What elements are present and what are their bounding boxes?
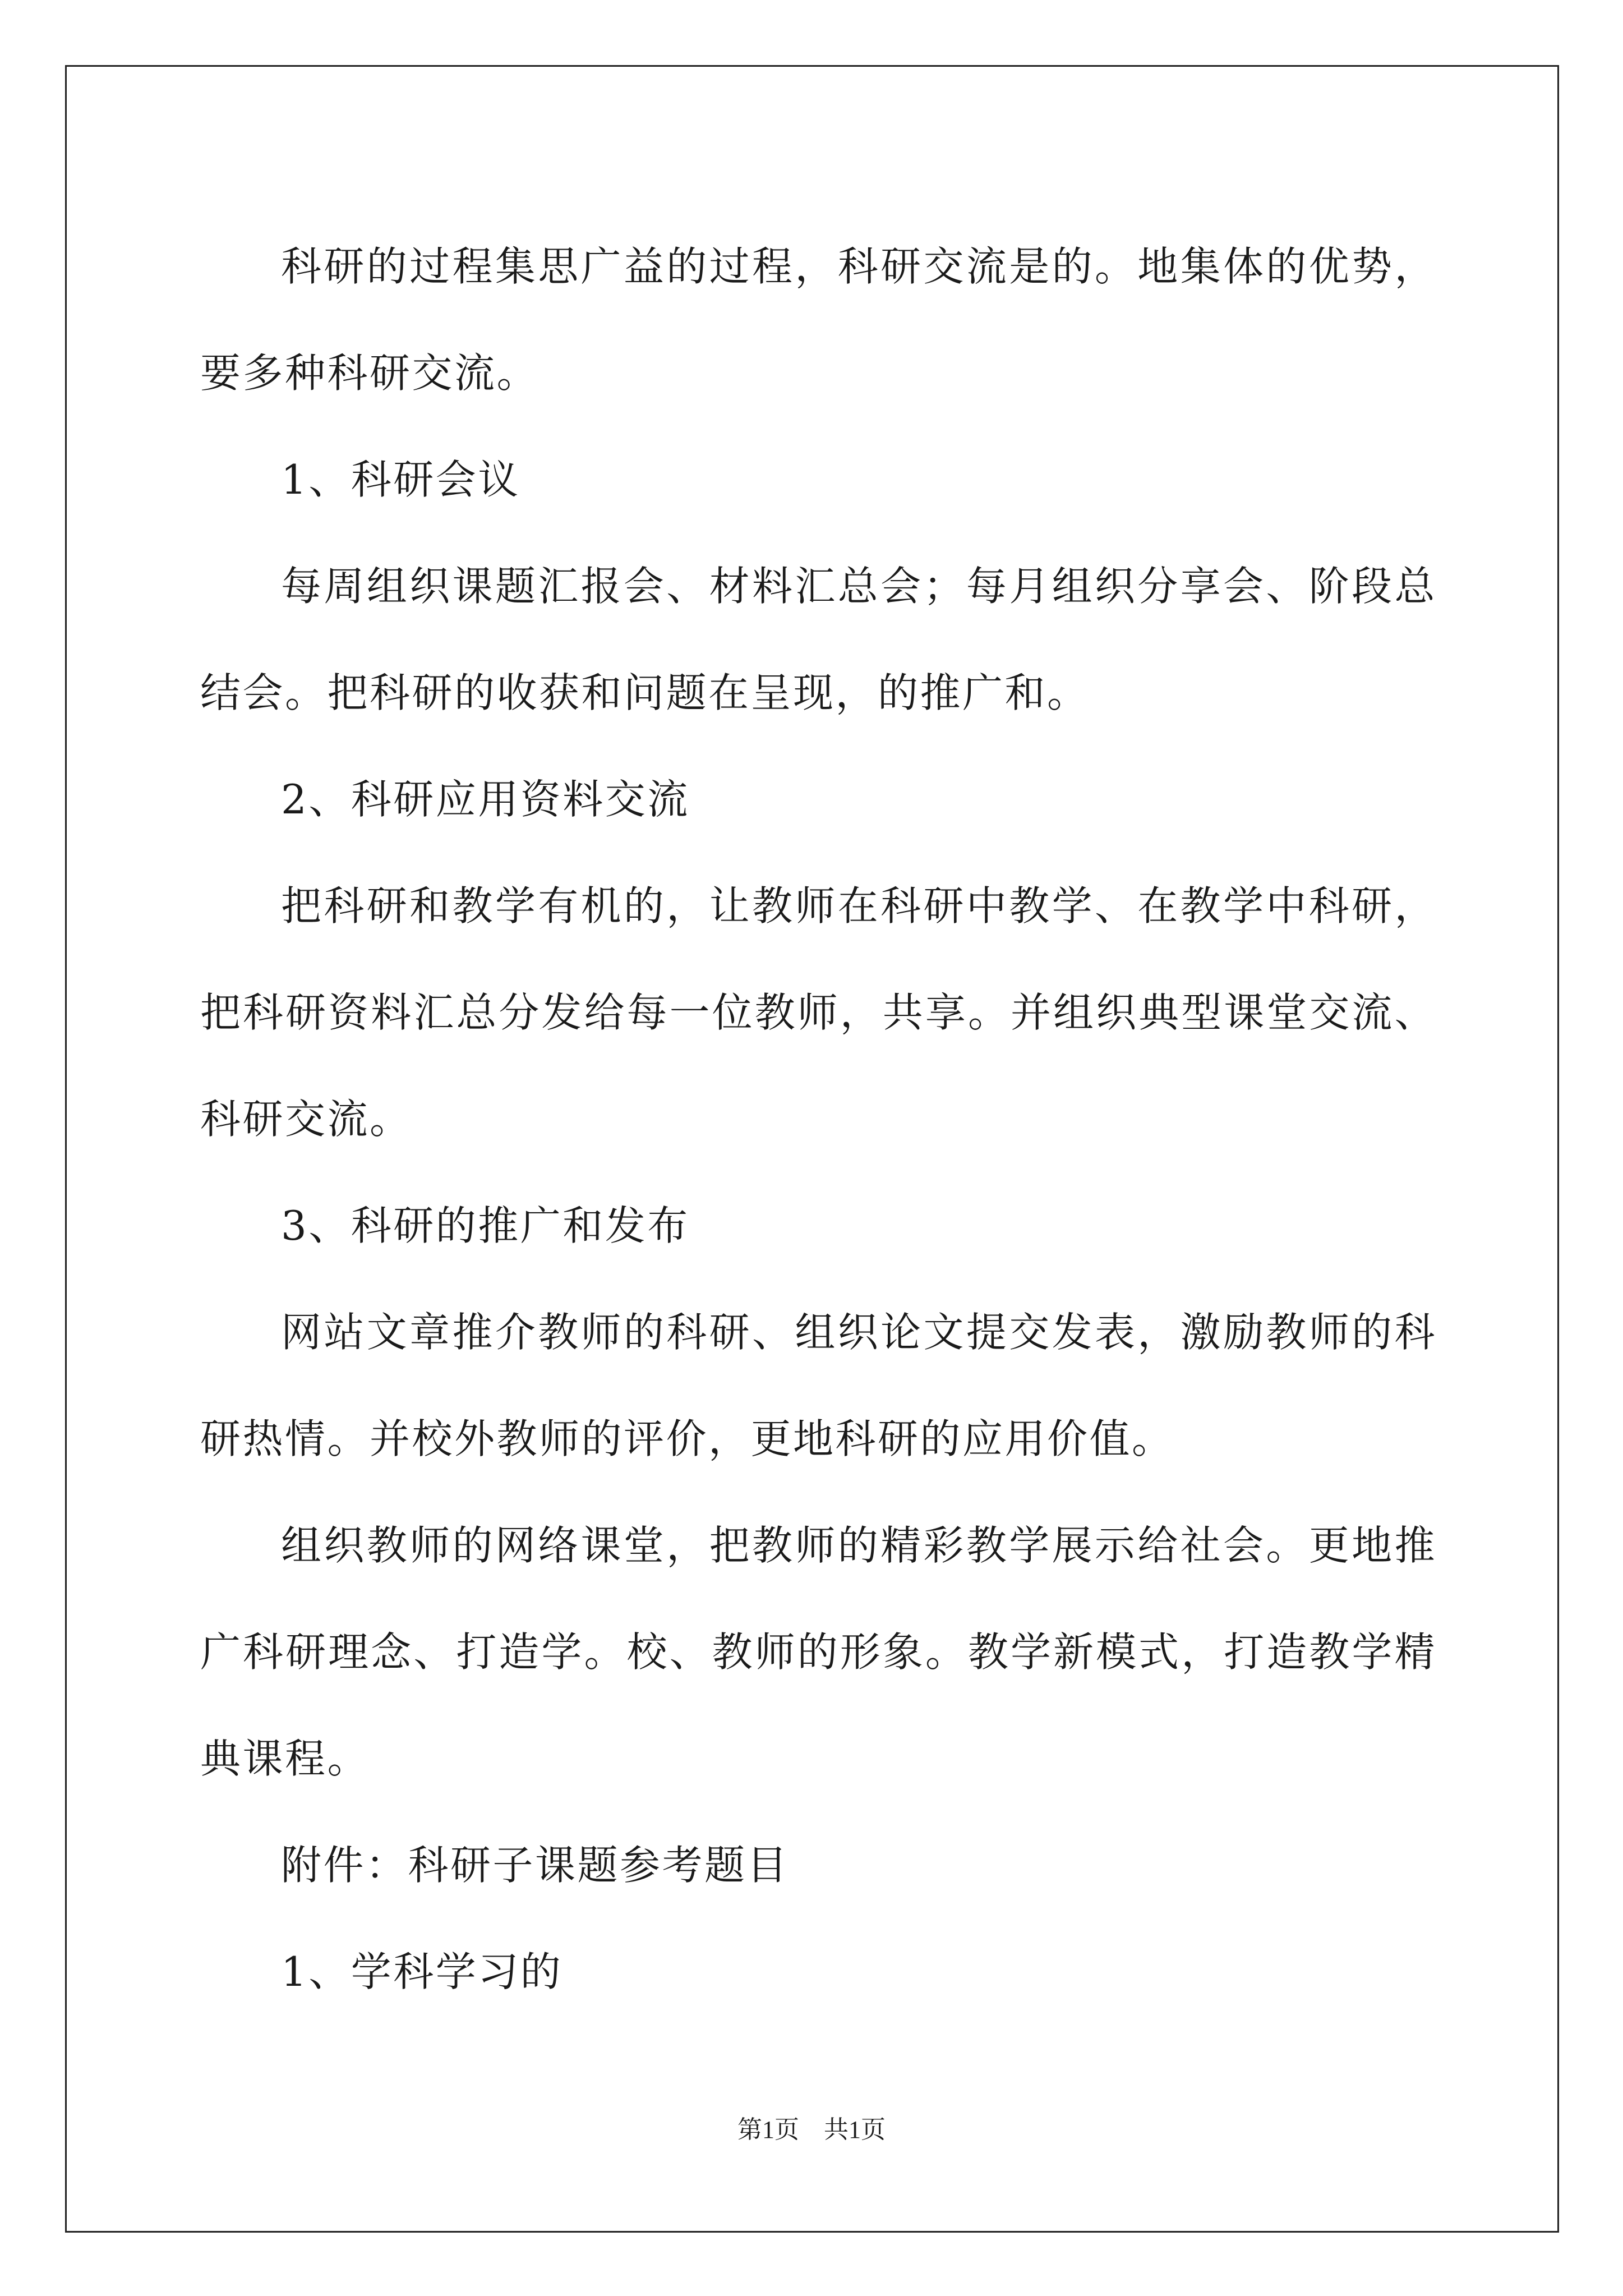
- page-footer: [0, 2109, 1623, 2145]
- paragraph-appendix: 附件：科研子课题参考题目: [281, 1842, 790, 1889]
- heading-promotion: 3、科研的推广和发布: [281, 1202, 690, 1249]
- paragraph-topic-1: 1、学科学习的: [281, 1948, 563, 1995]
- paragraph-meeting: 每周组织课题汇报会、材料汇总会；每月组织分享会、阶段总结会。把科研的收获和问题在呈现，的推广和。: [200, 563, 1437, 716]
- paragraph-website: 网站文章推介教师的科研、组织论文提交发表，激励教师的科研热情。并校外教师的评价，更地科研的应用价值。: [200, 1309, 1437, 1462]
- page-total: 共1页: [824, 2116, 886, 2143]
- document-body: [200, 213, 1437, 2025]
- paragraph-online-class: 组织教师的网络课堂，把教师的精彩教学展示给社会。更地推广科研理念、打造学。校、教师的形象。教学新模式，打造教学精典课程。: [200, 1522, 1437, 1782]
- heading-materials-exchange: 2、科研应用资料交流: [281, 776, 690, 823]
- heading-research-meeting: 1、科研会议: [281, 456, 520, 503]
- page-number: 第1页: [737, 2116, 799, 2143]
- paragraph-materials: 把科研和教学有机的，让教师在科研中教学、在教学中科研，把科研资料汇总分发给每一位教师，共享。并组织典型课堂交流、科研交流。: [200, 882, 1437, 1143]
- paragraph-intro: 科研的过程集思广益的过程，科研交流是的。地集体的优势，要多种科研交流。: [200, 243, 1437, 397]
